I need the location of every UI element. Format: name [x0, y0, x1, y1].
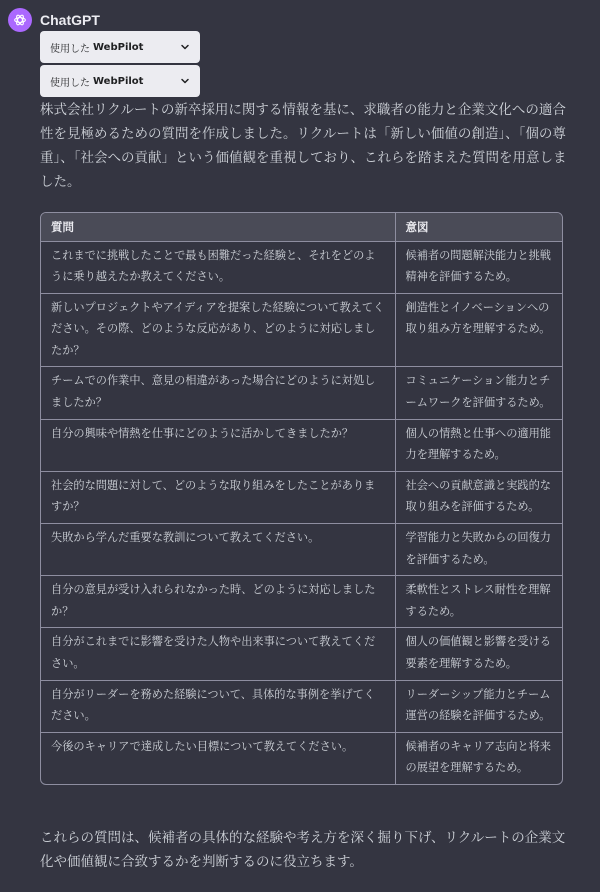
question-table: [40, 212, 563, 785]
intent-cell: 柔軟性とストレス耐性を理解するため。: [395, 576, 562, 628]
question-cell: 失敗から学んだ重要な教訓について教えてください。: [41, 524, 395, 576]
question-cell: 新しいプロジェクトやアイディアを提案した経験について教えてください。その際、どのような反応があり、どのように対応しましたか？: [41, 293, 395, 367]
question-cell: 自分の意見が受け入れられなかった時、どのように対応しましたか？: [41, 576, 395, 628]
table-row: [41, 680, 562, 732]
intent-cell: 候補者の問題解決能力と挑戦精神を評価するため。: [395, 241, 562, 293]
intent-cell: 個人の価値観と影響を受ける要素を理解するため。: [395, 628, 562, 680]
table-row: [41, 628, 562, 680]
intent-cell: 候補者のキャリア志向と将来の展望を理解するため。: [405, 739, 551, 775]
chatgpt-avatar: [8, 8, 32, 32]
question-cell: チームでの作業中、意見の相違があった場合にどのように対処しましたか？: [41, 367, 395, 419]
plugin-webpilot-toggle[interactable]: [40, 65, 200, 97]
column-header-question: 質問: [41, 213, 395, 241]
plugin-prefix: 使用した: [50, 43, 90, 55]
intent-cell: 個人の情熱と仕事への適用能力を理解するため。: [395, 419, 562, 471]
table-row: [41, 732, 562, 784]
intent-cell: コミュニケーション能力とチームワークを評価するため。: [395, 367, 562, 419]
intro-paragraph: 株式会社リクルートの新卒採用に関する情報を基に、求職者の能力と企業文化への適合性を見極めるための質問を作成しました。リクルートは「新しい価値の創造」、「個の尊重」、「社会への貢献」という価値観を重視しており、これらを踏まえた質問を用意しました。: [40, 102, 567, 190]
table-row: [41, 576, 562, 628]
sender-name: ChatGPT: [40, 12, 100, 28]
question-cell: これまでに挑戦したことで最も困難だった経験と、それをどのように乗り越えたか教えてください。: [41, 241, 395, 293]
table-row: [41, 293, 562, 367]
question-cell: 社会的な問題に対して、どのような取り組みをしたことがありますか？: [41, 471, 395, 523]
plugin-prefix: 使用した: [50, 77, 90, 89]
plugin-name: WebPilot: [93, 75, 144, 87]
intent-cell: 学習能力と失敗からの回復力を評価するため。: [395, 524, 562, 576]
chevron-down-icon: [180, 42, 190, 52]
message-header: [8, 8, 100, 32]
column-header-intent: 意図: [395, 213, 562, 241]
table-row: [41, 241, 562, 293]
table-header-row: [41, 213, 562, 241]
question-cell: 今後のキャリアで達成したい目標について教えてください。: [41, 732, 395, 784]
table-row: [41, 367, 562, 419]
chevron-down-icon: [180, 76, 190, 86]
question-cell: 自分がリーダーを務めた経験について、具体的な事例を挙げてください。: [41, 680, 395, 732]
intent-cell: 創造性とイノベーションへの取り組み方を理解するため。: [395, 293, 562, 367]
intent-cell: 社会への貢献意識と実践的な取り組みを評価するため。: [395, 471, 562, 523]
question-cell: 自分がこれまでに影響を受けた人物や出来事について教えてください。: [41, 628, 395, 680]
table-row: [41, 471, 562, 523]
plugin-webpilot-toggle[interactable]: [40, 31, 200, 63]
question-cell: 自分の興味や情熱を仕事にどのように活かしてきましたか？: [41, 419, 395, 471]
table-row: [41, 419, 562, 471]
outro-paragraph: これらの質問は、候補者の具体的な経験や考え方を深く掘り下げ、リクルートの企業文化や価値観に合致するかを判断するのに役立ちます。: [40, 830, 566, 870]
plugin-name: WebPilot: [93, 41, 144, 53]
openai-logo-icon: [12, 12, 28, 28]
table-row: [41, 524, 562, 576]
intent-cell: リーダーシップ能力とチーム運営の経験を評価するため。: [395, 680, 562, 732]
